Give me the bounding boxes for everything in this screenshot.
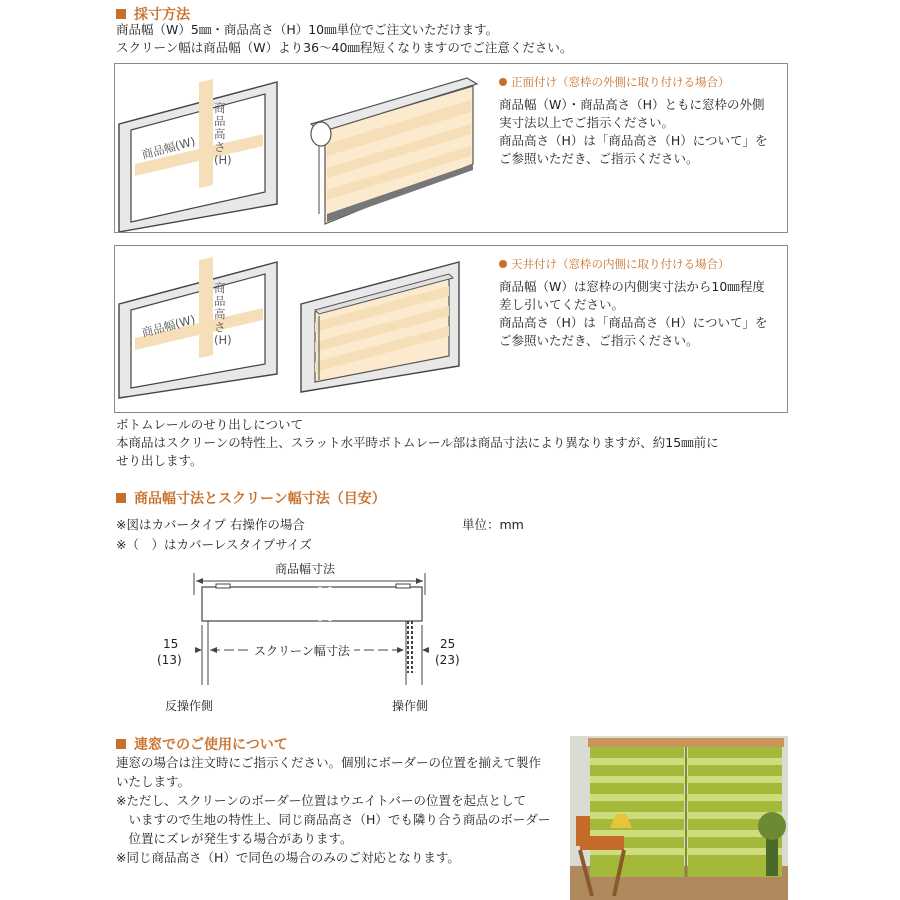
dimension-diagram: [140, 555, 480, 715]
inside-mount-line-3: 商品高さ（H）は「商品高さ（H）について」を: [499, 315, 768, 330]
section-heading-dimensions: [116, 488, 386, 508]
operation-side-label: 操作側: [392, 699, 429, 713]
outside-mount-title: [499, 74, 730, 90]
bottom-rail-line-1: 本商品はスクリーンの特性上、スラット水平時ボトムレール部は商品寸法により異なりますが、約15㎜前に: [116, 435, 719, 450]
screen-width-label: スクリーン幅寸法: [250, 642, 354, 659]
left-offset-value: 15: [163, 637, 179, 651]
product-width-label: 商品幅寸法: [272, 560, 338, 577]
section-heading-multi-window: [116, 734, 288, 754]
bottom-rail-line-2: せり出します。: [116, 453, 203, 468]
multi-window-line-1: 連窓の場合は注文時にご指示ください。個別にボーダーの位置を揃えて製作: [116, 755, 542, 770]
height-label: 商品高さ(H): [214, 281, 232, 347]
multi-window-line-6: ※同じ商品高さ（H）で同色の場合のみのご対応となります。: [116, 850, 460, 865]
square-bullet-icon: [116, 9, 126, 19]
unit-label: 単位：mm: [462, 517, 524, 532]
heading-text: 連窓でのご使用について: [134, 737, 288, 753]
heading-text: 採寸方法: [134, 7, 190, 23]
inside-mount-title-text: 天井付け（窓枠の内側に取り付ける場合）: [511, 257, 730, 271]
outside-mount-line-2: 実寸法以上でご指示ください。: [499, 115, 675, 130]
inside-mount-line-4: ご参照いただき、ご指示ください。: [499, 333, 699, 348]
mount-outside-box: [114, 63, 788, 233]
width-label: 商品幅(W): [140, 312, 197, 340]
left-offset-alt-value: (13): [157, 653, 182, 667]
mount-inside-box: [114, 245, 788, 413]
square-bullet-icon: [116, 493, 126, 503]
inside-mount-title: [499, 256, 730, 272]
dimension-note-1: ※図はカバータイプ 右操作の場合: [116, 517, 305, 532]
width-label: 商品幅(W): [140, 134, 197, 162]
right-offset-alt-value: (23): [435, 653, 460, 667]
measure-line-1: 商品幅（W）5㎜・商品高さ（H）10㎜単位でご注文いただけます。: [116, 22, 499, 37]
outside-mount-line-4: ご参照いただき、ご指示ください。: [499, 151, 699, 166]
inside-mount-line-1: 商品幅（W）は窓枠の内側実寸法から10㎜程度: [499, 279, 765, 294]
outside-mount-line-1: 商品幅（W）・商品高さ（H）ともに窓枠の外側: [499, 97, 765, 112]
multi-window-line-4: いますので生地の特性上、同じ商品高さ（H）でも隣り合う商品のボーダー: [116, 812, 551, 827]
dot-bullet-icon: [499, 78, 507, 86]
heading-text: 商品幅寸法とスクリーン幅寸法（目安）: [134, 491, 386, 507]
height-marker: [199, 79, 213, 188]
square-bullet-icon: [116, 739, 126, 749]
dimension-note-2: ※（ ）はカバーレスタイプサイズ: [116, 537, 312, 552]
multi-window-line-2: いたします。: [116, 774, 191, 789]
height-label: 商品高さ(H): [214, 101, 232, 167]
multi-window-line-3: ※ただし、スクリーンのボーダー位置はウエイトバーの位置を起点として: [116, 793, 526, 808]
bottom-rail-title: ボトムレールのせり出しについて: [116, 417, 304, 432]
dot-bullet-icon: [499, 260, 507, 268]
multi-window-line-5: 位置にズレが発生する場合があります。: [116, 831, 353, 846]
measure-line-2: スクリーン幅は商品幅（W）より36〜40㎜程短くなりますのでご注意ください。: [116, 40, 573, 55]
non-operation-side-label: 反操作側: [165, 699, 214, 713]
outside-mount-title-text: 正面付け（窓枠の外側に取り付ける場合）: [511, 75, 730, 89]
right-offset-value: 25: [440, 637, 456, 651]
room-photo: [570, 736, 788, 900]
outside-mount-line-3: 商品高さ（H）は「商品高さ（H）について」を: [499, 133, 768, 148]
inside-mount-line-2: 差し引いてください。: [499, 297, 625, 312]
